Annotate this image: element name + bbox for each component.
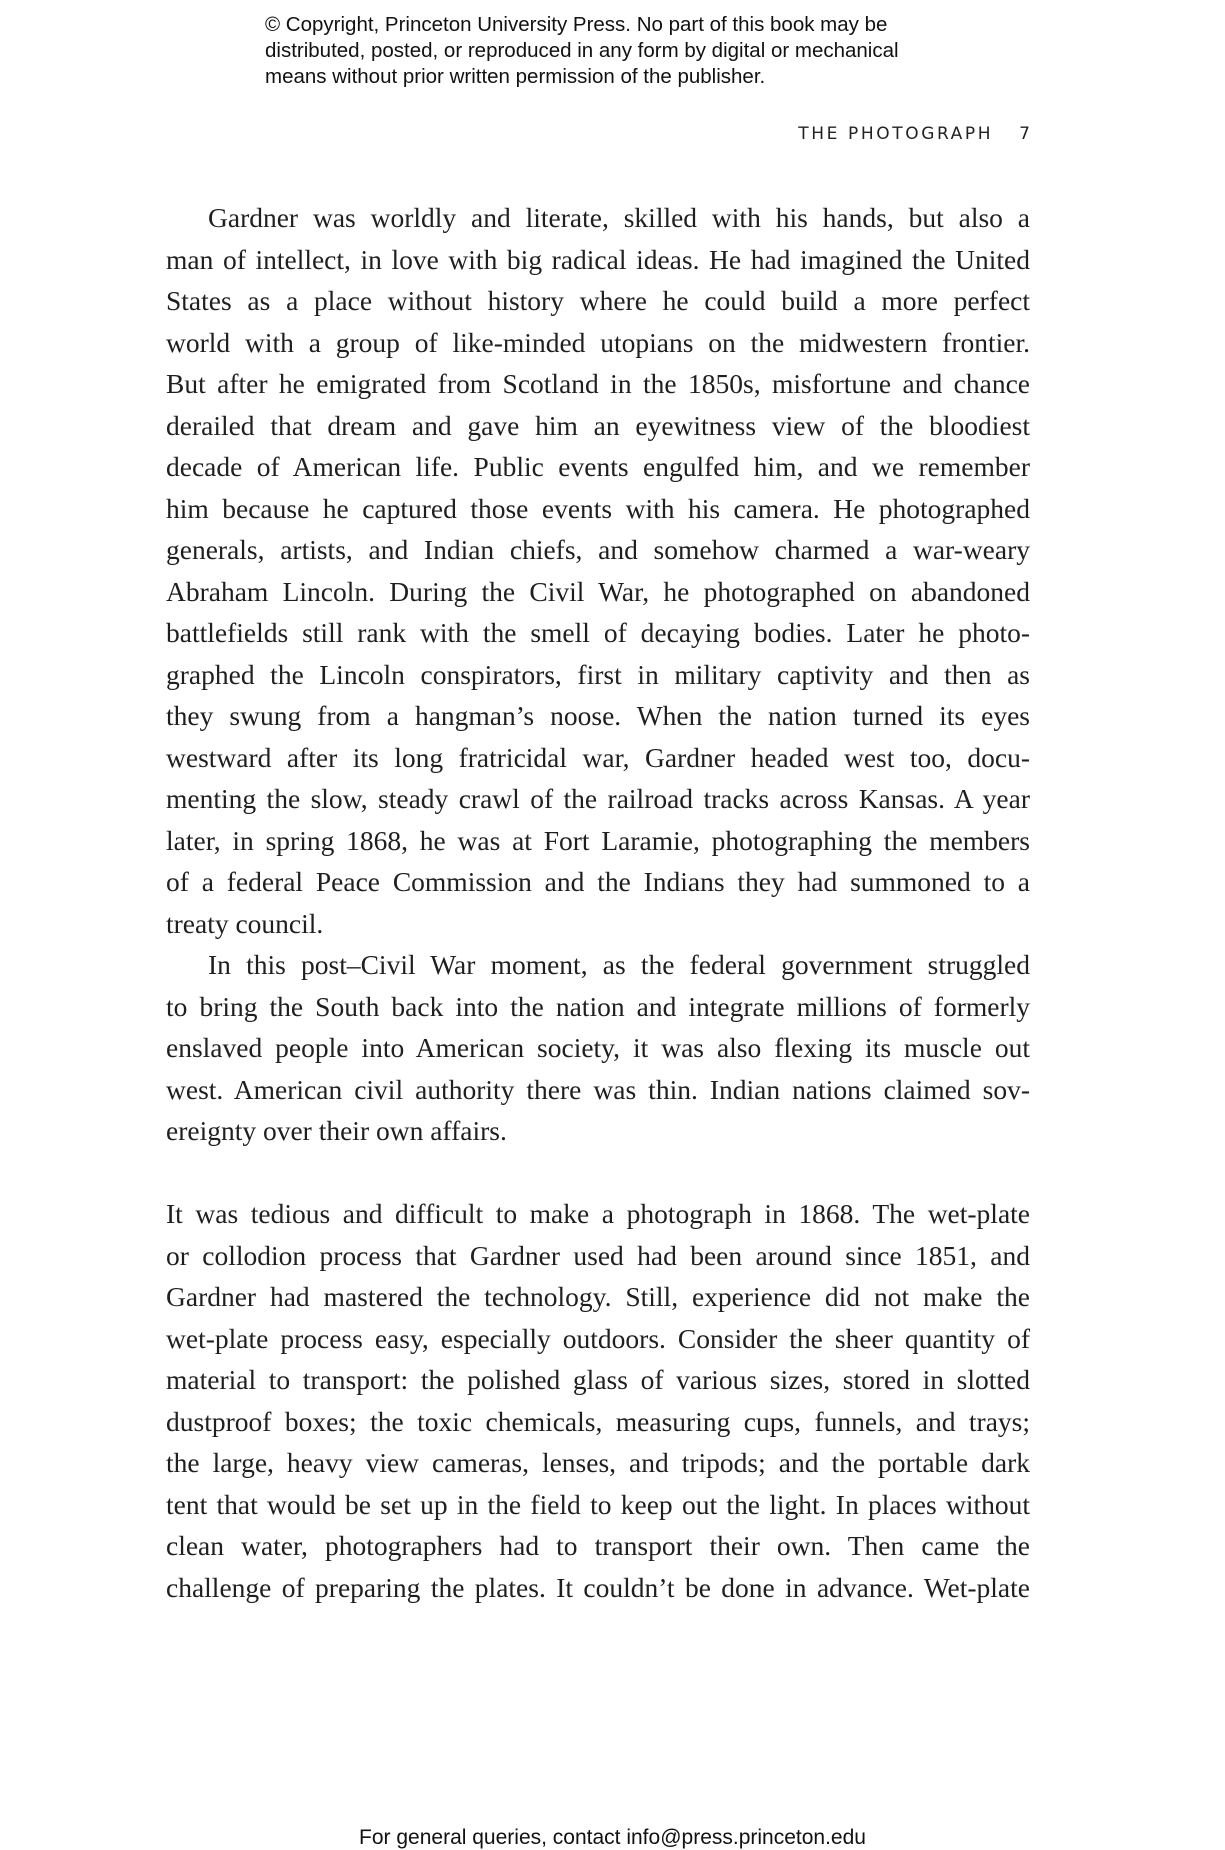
text-line: menting the slow, steady crawl of the railroad tracks across Kansas. A year xyxy=(166,783,1030,814)
copyright-line: © Copyright, Princeton University Press. No part of this book may be xyxy=(265,13,888,36)
text-line: later, in spring 1868, he was at Fort Laramie, photographing the members xyxy=(166,824,1030,856)
text-line: Gardner had mastered the technology. Still, experience did not make the xyxy=(166,1281,1030,1312)
running-head-title: THE PHOTOGRAPH xyxy=(798,124,994,144)
text-line: generals, artists, and Indian chiefs, and somehow charmed a war-weary xyxy=(166,534,1030,565)
text-line: wet-plate process easy, especially outdoors. Consider the sheer quantity of xyxy=(166,1322,1030,1354)
text-line: the large, heavy view cameras, lenses, and tripods; and the portable dark xyxy=(166,1447,1030,1478)
text-line: of a federal Peace Commission and the Indians they had summoned to a xyxy=(166,866,1030,897)
text-line: dustproof boxes; the toxic chemicals, measuring cups, funnels, and trays; xyxy=(166,1405,1030,1437)
text-line: clean water, photographers had to transport their own. Then came the xyxy=(166,1530,1030,1561)
text-line: to bring the South back into the nation and integrate millions of formerly xyxy=(166,990,1030,1022)
body-text xyxy=(166,197,1030,1608)
text-line: enslaved people into American society, it was also flexing its muscle out xyxy=(166,1032,1030,1063)
text-line: west. American civil authority there was thin. Indian nations claimed sov- xyxy=(166,1073,1030,1105)
text-line: westward after its long fratricidal war, Gardner headed west too, docu- xyxy=(166,741,1030,773)
text-line: Gardner was worldly and literate, skilled with his hands, but also a xyxy=(208,202,1030,233)
copyright-line: distributed, posted, or reproduced in any form by digital or mechanical xyxy=(265,39,899,62)
text-line: It was tedious and difficult to make a photograph in 1868. The wet-plate xyxy=(166,1198,1030,1229)
paragraph xyxy=(166,197,1030,944)
text-line: battlefields still rank with the smell of decaying bodies. Later he photo- xyxy=(166,617,1030,648)
text-line: material to transport: the polished glass of various sizes, stored in slotted xyxy=(166,1364,1030,1395)
footer-contact: For general queries, contact info@press.princeton.edu xyxy=(359,1826,866,1849)
text-line: States as a place without history where he could build a more perfect xyxy=(166,285,1030,316)
running-head xyxy=(798,124,1030,144)
text-line: decade of American life. Public events engulfed him, and we remember xyxy=(166,451,1030,482)
text-line: Abraham Lincoln. During the Civil War, he photographed on abandoned xyxy=(166,575,1030,607)
text-line: But after he emigrated from Scotland in the 1850s, misfortune and chance xyxy=(166,368,1030,399)
page-number: 7 xyxy=(1019,124,1030,144)
text-line: derailed that dream and gave him an eyewitness view of the bloodiest xyxy=(166,409,1030,441)
text-line: challenge of preparing the plates. It couldn’t be done in advance. Wet-plate xyxy=(166,1571,1030,1603)
text-line: or collodion process that Gardner used had been around since 1851, and xyxy=(166,1239,1030,1271)
section-break xyxy=(166,1152,1030,1194)
text-line: treaty council. xyxy=(166,907,324,939)
text-line: graphed the Lincoln conspirators, first in military captivity and then as xyxy=(166,658,1030,690)
copyright-line: means without prior written permission of the publisher. xyxy=(265,65,766,88)
text-line: ereignty over their own affairs. xyxy=(166,1115,507,1146)
text-line: him because he captured those events with his camera. He photographed xyxy=(166,492,1030,524)
text-line: tent that would be set up in the field to keep out the light. In places without xyxy=(166,1488,1030,1520)
paragraph xyxy=(166,1193,1030,1608)
paragraph xyxy=(166,944,1030,1152)
text-line: world with a group of like-minded utopians on the midwestern frontier. xyxy=(166,326,1030,358)
text-line: In this post–Civil War moment, as the federal government struggled xyxy=(208,949,1030,980)
copyright-notice xyxy=(265,12,1005,90)
text-line: man of intellect, in love with big radical ideas. He had imagined the United xyxy=(166,243,1030,275)
text-line: they swung from a hangman’s noose. When the nation turned its eyes xyxy=(166,700,1030,731)
